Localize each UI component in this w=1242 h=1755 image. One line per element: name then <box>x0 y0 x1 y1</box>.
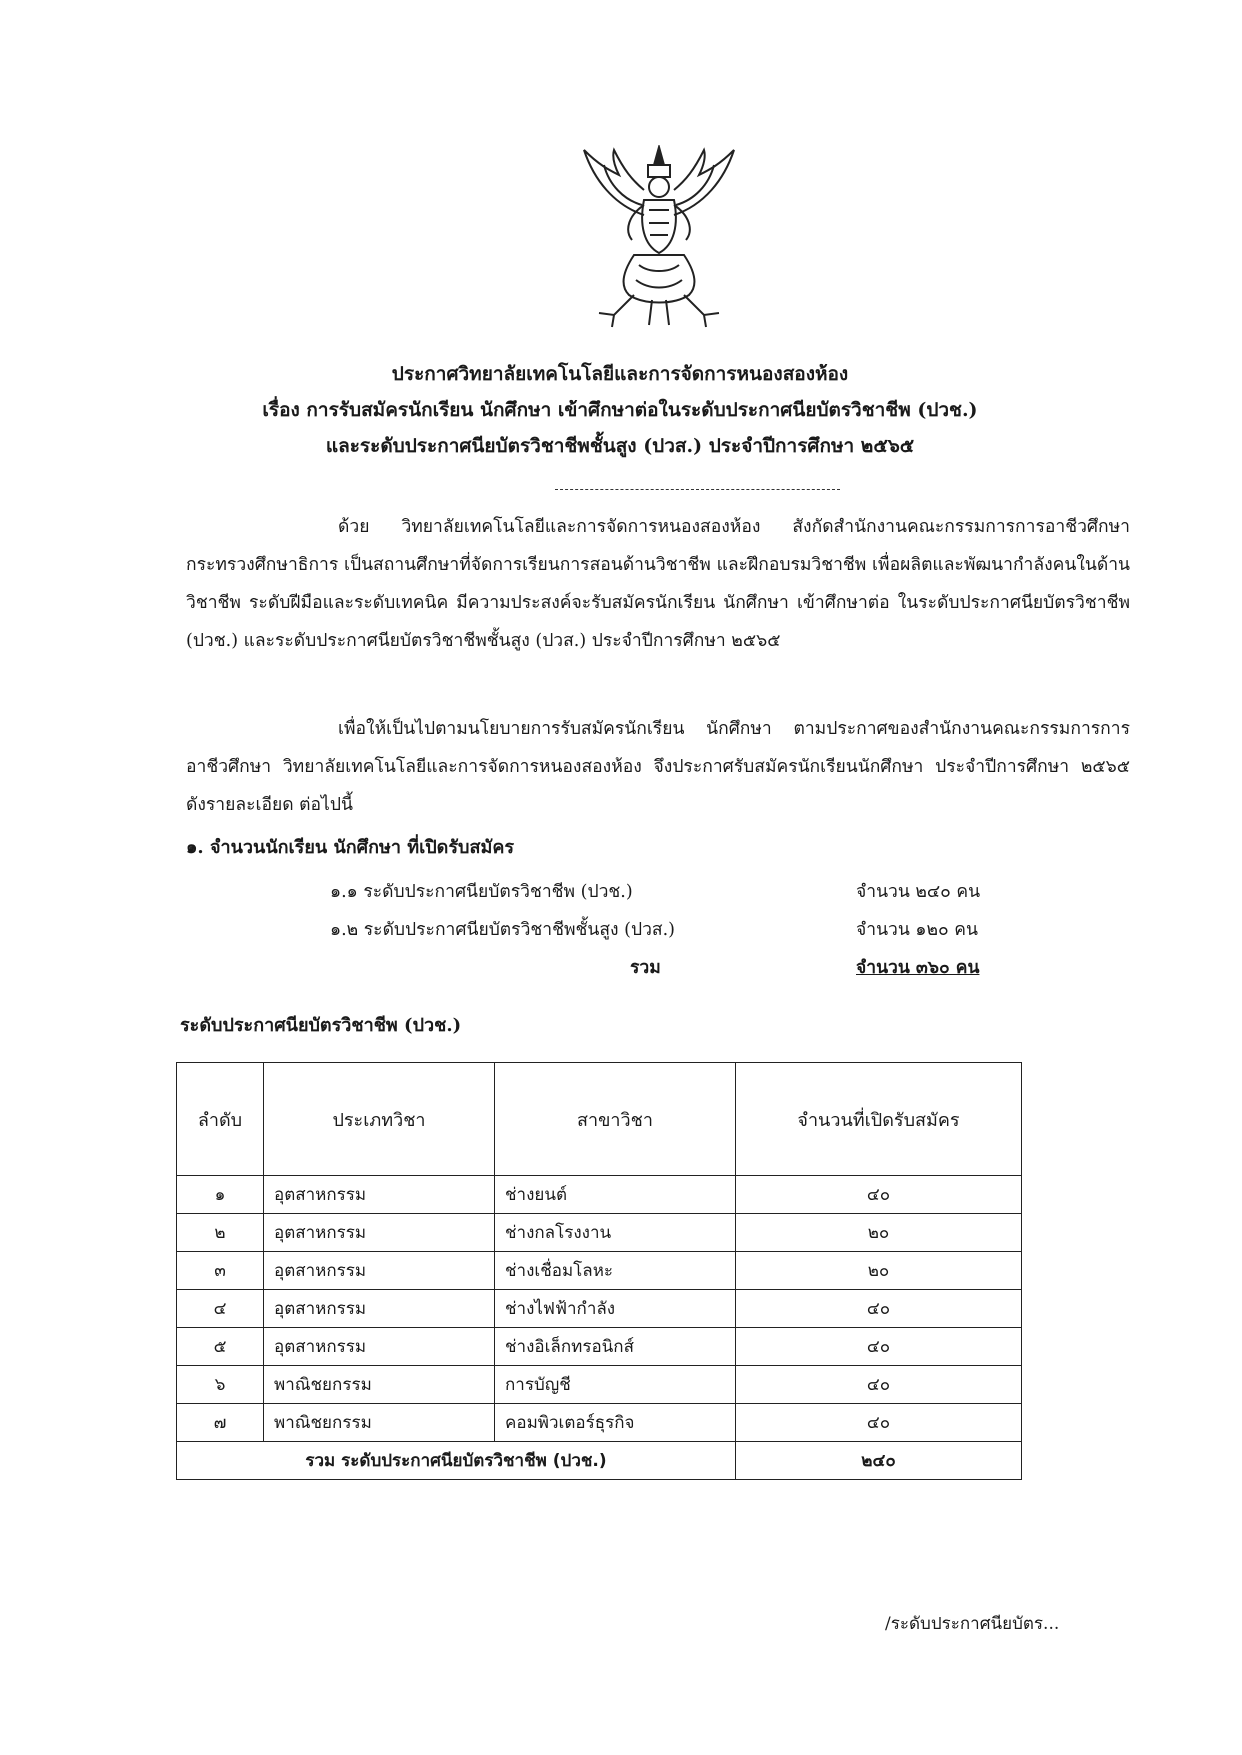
table-total-value: ๒๔๐ <box>736 1442 1022 1480</box>
cell-major: การบัญชี <box>495 1366 736 1404</box>
cell-major: คอมพิวเตอร์ธุรกิจ <box>495 1404 736 1442</box>
table-row <box>177 1214 1022 1252</box>
table-total-label: รวม ระดับประกาศนียบัตรวิชาชีพ (ปวช.) <box>177 1442 736 1480</box>
cell-type: พาณิชยกรรม <box>264 1404 495 1442</box>
cell-type: อุตสาหกรรม <box>264 1214 495 1252</box>
cell-major: ช่างอิเล็กทรอนิกส์ <box>495 1328 736 1366</box>
cell-type: พาณิชยกรรม <box>264 1366 495 1404</box>
header-major: สาขาวิชา <box>495 1063 736 1176</box>
section-quota-title: ๑. จำนวนนักเรียน นักศึกษา ที่เปิดรับสมัคร <box>186 837 515 858</box>
paragraph-policy-text: เพื่อให้เป็นไปตามนโยบายการรับสมัครนักเรียน นักศึกษา ตามประกาศของสำนักงานคณะกรรมการการอาชีวศึกษา วิทยาลัยเทคโนโลยีและการจัดการหนองสองห้อง จึงประกาศรับสมัครนักเรียนนักศึกษา ประจำปีการศึกษา ๒๕๖๕ ดังรายละเอียด ต่อไปนี้ <box>186 719 1130 815</box>
cell-order: ๖ <box>177 1366 264 1404</box>
table-row <box>177 1252 1022 1290</box>
table-row <box>177 1176 1022 1214</box>
cell-major: ช่างยนต์ <box>495 1176 736 1214</box>
cell-major: ช่างกลโรงงาน <box>495 1214 736 1252</box>
cell-order: ๓ <box>177 1252 264 1290</box>
cell-order: ๑ <box>177 1176 264 1214</box>
cell-type: อุตสาหกรรม <box>264 1176 495 1214</box>
cell-order: ๒ <box>177 1214 264 1252</box>
quota-total-label: รวม <box>630 958 661 978</box>
header-type: ประเภทวิชา <box>264 1063 495 1176</box>
quota-total-value: จำนวน ๓๖๐ คน <box>856 958 980 978</box>
quota-label-vocational: ๑.๑ ระดับประกาศนียบัตรวิชาชีพ (ปวช.) <box>330 882 633 902</box>
programs-table <box>176 1062 1022 1480</box>
announcement-subject-cont: และระดับประกาศนียบัตรวิชาชีพชั้นสูง (ปวส.) ประจำปีการศึกษา ๒๕๖๕ <box>325 435 915 457</box>
cell-order: ๕ <box>177 1328 264 1366</box>
announcement-title: ประกาศวิทยาลัยเทคโนโลยีและการจัดการหนองสองห้อง <box>391 363 849 385</box>
header-count: จำนวนที่เปิดรับสมัคร <box>736 1063 1022 1176</box>
quota-label-higher: ๑.๒ ระดับประกาศนียบัตรวิชาชีพชั้นสูง (ปวส.) <box>330 920 675 940</box>
cell-major: ช่างเชื่อมโลหะ <box>495 1252 736 1290</box>
garuda-emblem-icon <box>574 145 744 330</box>
header-order: ลำดับ <box>177 1063 264 1176</box>
quota-value-higher: จำนวน ๑๒๐ คน <box>856 920 978 940</box>
cell-type: อุตสาหกรรม <box>264 1328 495 1366</box>
paragraph-policy <box>186 710 1130 824</box>
table-total-row <box>177 1442 1022 1480</box>
table-row <box>177 1290 1022 1328</box>
continuation-note: /ระดับประกาศนียบัตร... <box>885 1614 1060 1634</box>
table-row <box>177 1366 1022 1404</box>
table-header-row <box>177 1063 1022 1176</box>
cell-major: ช่างไฟฟ้ากำลัง <box>495 1290 736 1328</box>
table-row <box>177 1404 1022 1442</box>
cell-order: ๗ <box>177 1404 264 1442</box>
cell-count: ๔๐ <box>736 1404 1022 1442</box>
cell-count: ๔๐ <box>736 1290 1022 1328</box>
cell-type: อุตสาหกรรม <box>264 1290 495 1328</box>
paragraph-intro <box>186 508 1130 660</box>
cell-count: ๔๐ <box>736 1328 1022 1366</box>
cell-order: ๔ <box>177 1290 264 1328</box>
table-row <box>177 1328 1022 1366</box>
cell-count: ๔๐ <box>736 1366 1022 1404</box>
cell-type: อุตสาหกรรม <box>264 1252 495 1290</box>
announcement-subject: เรื่อง การรับสมัครนักเรียน นักศึกษา เข้าศึกษาต่อในระดับประกาศนียบัตรวิชาชีพ (ปวช.) <box>262 399 978 421</box>
cell-count: ๔๐ <box>736 1176 1022 1214</box>
cell-count: ๒๐ <box>736 1252 1022 1290</box>
table-title: ระดับประกาศนียบัตรวิชาชีพ (ปวช.) <box>180 1015 462 1036</box>
paragraph-intro-text: ด้วย วิทยาลัยเทคโนโลยีและการจัดการหนองสองห้อง สังกัดสำนักงานคณะกรรมการการอาชีวศึกษา กระทรวงศึกษาธิการ เป็นสถานศึกษาที่จัดการเรียนการสอนด้านวิชาชีพ และฝึกอบรมวิชาชีพ เพื่อผลิตและพัฒนากำลังคนในด้านวิชาชีพ ระดับฝีมือและระดับเทคนิค มีความประสงค์จะรับสมัครนักเรียน นักศึกษา เข้าศึกษาต่อ ในระดับประกาศนียบัตรวิชาชีพ (ปวช.) และระดับประกาศนียบัตรวิชาชีพชั้นสูง (ปวส.) ประจำปีการศึกษา ๒๕๖๕ <box>186 517 1130 651</box>
cell-count: ๒๐ <box>736 1214 1022 1252</box>
title-divider <box>555 489 840 490</box>
quota-value-vocational: จำนวน ๒๔๐ คน <box>856 882 981 902</box>
